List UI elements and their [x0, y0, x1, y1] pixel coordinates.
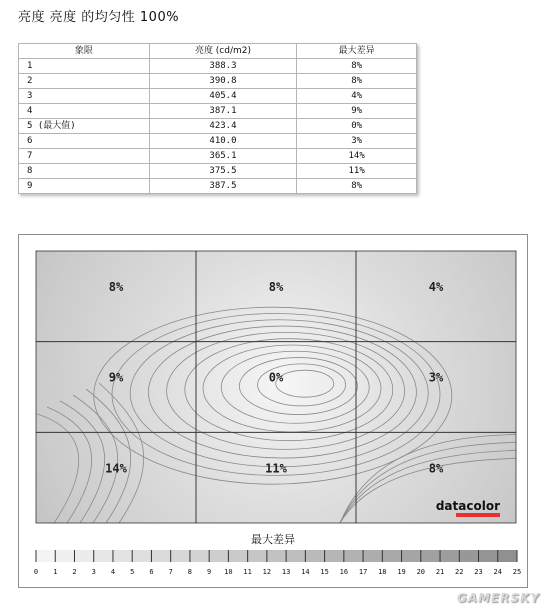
scale-tick-label: 5	[130, 568, 135, 576]
page-title: 亮度 亮度 的均匀性 100%	[18, 10, 180, 25]
scale-swatch	[286, 550, 306, 562]
scale-tick-label: 16	[339, 568, 349, 576]
scale-tick-label: 25	[512, 568, 522, 576]
cell-quadrant: 7	[19, 149, 150, 164]
cell-max-diff: 0%	[297, 119, 417, 134]
scale-swatch	[171, 550, 191, 562]
cell-luminance: 390.8	[149, 74, 297, 89]
cell-quadrant: 6	[19, 134, 150, 149]
scale-swatch	[440, 550, 460, 562]
cell-luminance: 410.0	[149, 134, 297, 149]
table-row	[19, 164, 417, 179]
cell-quadrant: 5 (最大值)	[19, 119, 150, 134]
scale-tick-label: 21	[435, 568, 445, 576]
scale-tick-label: 6	[149, 568, 154, 576]
scale-swatch	[498, 550, 518, 562]
scale-swatch	[113, 550, 133, 562]
cell-luminance: 387.5	[149, 179, 297, 194]
quadrant-label: 11%	[265, 461, 287, 476]
scale-swatch	[132, 550, 152, 562]
table-row	[19, 104, 417, 119]
scale-tick-label: 22	[455, 568, 464, 576]
scale-tick-label: 19	[397, 568, 406, 576]
cell-quadrant: 9	[19, 179, 150, 194]
scale-tick-label: 20	[416, 568, 426, 576]
scale-tick-label: 8	[187, 568, 193, 576]
cell-luminance: 387.1	[149, 104, 297, 119]
cell-quadrant: 1	[19, 59, 150, 74]
cell-max-diff: 4%	[297, 89, 417, 104]
quadrant-label: 8%	[108, 280, 124, 294]
scale-swatch	[190, 550, 210, 562]
quadrant-label: 14%	[105, 461, 127, 476]
scale-swatch	[363, 550, 383, 562]
scale-tick-label: 2	[72, 568, 77, 576]
cell-luminance: 388.3	[149, 59, 297, 74]
header-quadrant: 象限	[19, 44, 150, 59]
scale-swatch	[55, 550, 75, 562]
scale-swatch	[228, 550, 248, 562]
cell-quadrant: 3	[19, 89, 150, 104]
datacolor-logo-text: datacolor	[435, 499, 500, 513]
scale-swatch	[267, 550, 287, 562]
table-row	[19, 74, 417, 89]
quadrant-label: 4%	[428, 280, 444, 294]
scale-swatch	[459, 550, 479, 562]
scale-swatch	[94, 550, 114, 562]
datacolor-logo-bar	[456, 513, 500, 517]
scale-swatch	[344, 550, 364, 562]
scale-swatch	[421, 550, 441, 562]
scale-swatch	[479, 550, 499, 562]
cell-luminance: 405.4	[149, 89, 297, 104]
scale-tick-label: 10	[224, 568, 233, 576]
scale-tick-label: 7	[168, 568, 173, 576]
cell-quadrant: 2	[19, 74, 150, 89]
cell-max-diff: 14%	[297, 149, 417, 164]
table-row	[19, 119, 417, 134]
header-max-diff: 最大差异	[297, 44, 417, 59]
scale-tick-label: 3	[91, 568, 96, 576]
scale-tick-label: 11	[243, 568, 252, 576]
scale-swatch	[402, 550, 422, 562]
table-row	[19, 134, 417, 149]
cell-max-diff: 8%	[297, 59, 417, 74]
scale-swatch	[382, 550, 402, 562]
cell-quadrant: 8	[19, 164, 150, 179]
scale-tick-label: 18	[378, 568, 387, 576]
scale-tick-label: 17	[358, 568, 368, 576]
scale-swatch	[209, 550, 229, 562]
luminance-table	[18, 43, 417, 194]
quadrant-label: 9%	[108, 370, 124, 385]
table-row	[19, 59, 417, 74]
scale-tick-label: 15	[320, 568, 329, 576]
header-luminance: 亮度 (cd/m2)	[149, 44, 297, 59]
quadrant-label: 8%	[268, 280, 284, 294]
cell-max-diff: 8%	[297, 179, 417, 194]
cell-luminance: 365.1	[149, 149, 297, 164]
table-row	[19, 89, 417, 104]
scale-swatch	[248, 550, 268, 562]
cell-luminance: 423.4	[149, 119, 297, 134]
scale-swatch	[36, 550, 56, 562]
scale-tick-label: 23	[474, 568, 483, 576]
cell-max-diff: 11%	[297, 164, 417, 179]
table-header-row	[19, 44, 417, 59]
table-row	[19, 149, 417, 164]
cell-luminance: 375.5	[149, 164, 297, 179]
scale-swatch	[325, 550, 345, 562]
scale-tick-label: 0	[33, 568, 39, 576]
scale-tick-label: 4	[110, 568, 116, 576]
scale-tick-label: 13	[281, 568, 291, 576]
scale-swatch	[151, 550, 171, 562]
scale-swatch	[74, 550, 94, 562]
cell-max-diff: 3%	[297, 134, 417, 149]
scale-tick-label: 1	[53, 568, 58, 576]
scale-tick-label: 14	[301, 568, 310, 576]
scale-title: 最大差异	[251, 533, 295, 546]
cell-max-diff: 9%	[297, 104, 417, 119]
luminance-table-grid	[18, 43, 417, 194]
uniformity-chart-frame	[18, 234, 528, 588]
quadrant-label: 8%	[428, 461, 444, 476]
cell-quadrant: 4	[19, 104, 150, 119]
scale-tick-label: 12	[262, 568, 272, 576]
scale-tick-label: 9	[207, 568, 212, 576]
quadrant-label: 0%	[268, 370, 284, 385]
cell-max-diff: 8%	[297, 74, 417, 89]
table-row	[19, 179, 417, 194]
scale-tick-label: 24	[493, 568, 502, 576]
uniformity-heatmap	[19, 235, 527, 587]
gamersky-watermark: GAMERSKY	[456, 591, 540, 605]
quadrant-label: 3%	[428, 370, 444, 385]
scale-swatch	[305, 550, 325, 562]
